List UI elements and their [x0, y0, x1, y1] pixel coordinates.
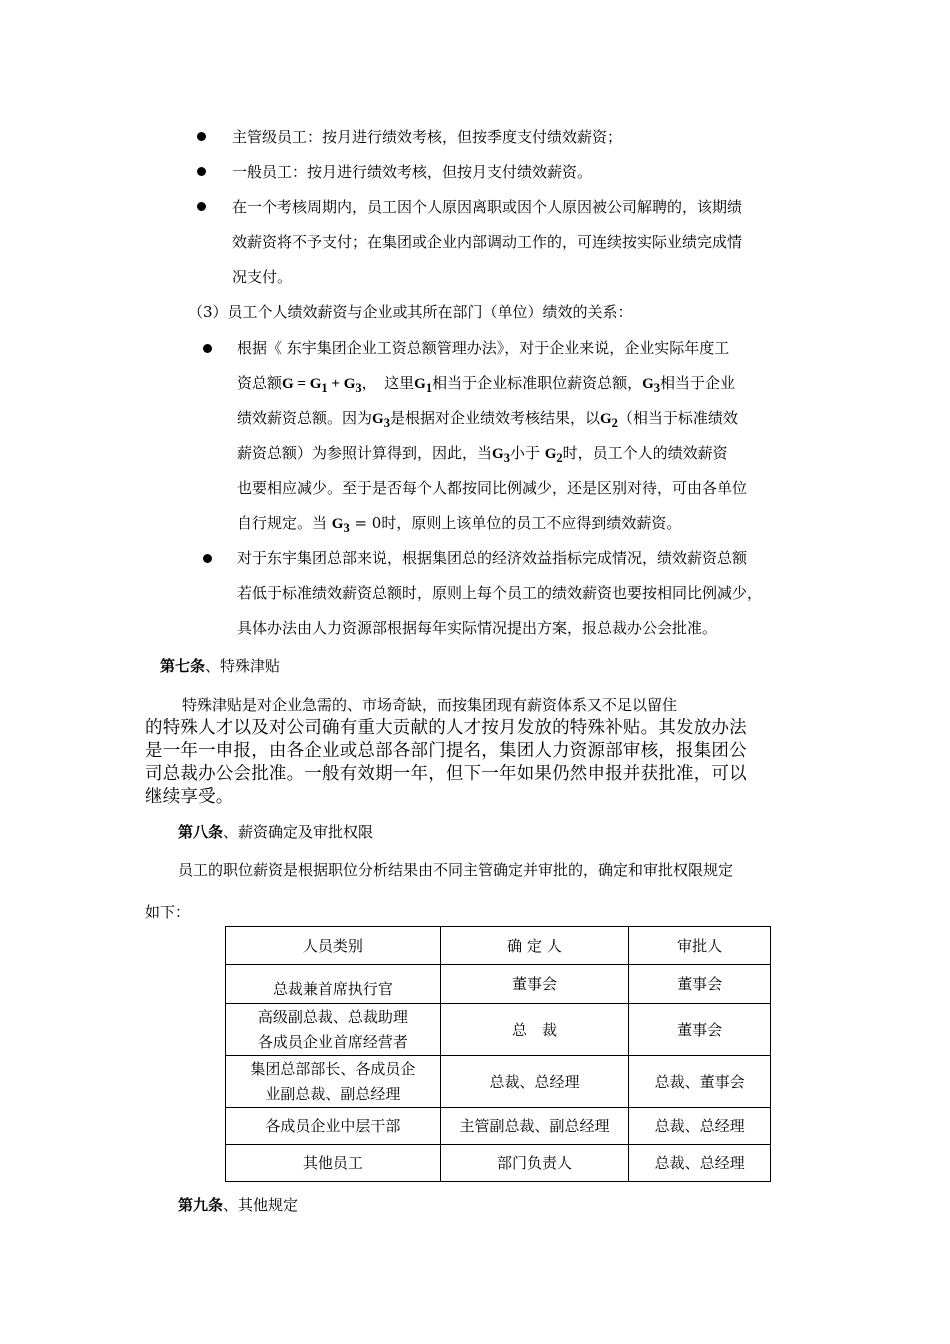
text-span: 绩效薪资总额。因为: [237, 409, 373, 427]
article9-heading: [178, 1195, 298, 1215]
text-span: 是根据对企业绩效考核结果，以: [389, 409, 600, 427]
bullet-text-resignation-line2: 效薪资将不予支付；在集团或企业内部调动工作的，可连续按实际业绩完成情: [232, 233, 743, 251]
formula-total: $G = G_1 + G_3$: [282, 376, 362, 395]
table-header-row: [226, 927, 771, 965]
cell-determiner: 部门负责人: [440, 1145, 628, 1182]
text-span: = 0: [349, 514, 382, 532]
header-determiner: 确 定 人: [440, 927, 628, 965]
cell-staff-category: 集团总部部长、各成员企 业副总裁、副总经理: [226, 1056, 441, 1108]
symbol-g3: $G_3$: [372, 411, 390, 430]
symbol-g3: $G_3$: [642, 376, 660, 395]
text-span: 时，原则上该单位的员工不应得到绩效薪资。: [381, 514, 682, 532]
symbol-g3: $G_3$: [492, 446, 510, 465]
text-span: 相当于企业: [660, 374, 736, 392]
article7-heading: [160, 656, 280, 676]
table-row: [226, 1056, 771, 1108]
formula-para-line3: [237, 408, 738, 433]
text-span: ， 这里: [361, 374, 415, 392]
article-number: 第八条: [178, 823, 224, 841]
header-approver: 审批人: [629, 927, 771, 965]
symbol-g2: $G_2$: [599, 411, 618, 430]
bullet-text-resignation-line1: 在一个考核周期内，员工因个人原因离职或因个人原因被公司解聘的，该期绩: [232, 198, 743, 216]
bullet-icon: [197, 132, 206, 141]
symbol-g2: $G_2$: [544, 446, 563, 465]
article-number: 第七条: [160, 657, 206, 675]
text-span: 薪资总额）为参照计算得到，因此，当: [237, 444, 493, 462]
table-row: [226, 1108, 771, 1145]
article7-body-line3: 是一年一申报，由各企业或总部各部门提名，集团人力资源部审核，报集团公: [145, 741, 747, 761]
cell-staff-category: 其他员工: [226, 1145, 441, 1182]
section3-heading: （3）员工个人绩效薪资与企业或其所在部门（单位）绩效的关系：: [188, 303, 633, 321]
formula-para-line1: 根据《 东宇集团企业工资总额管理办法》，对于企业来说，企业实际年度工: [237, 339, 730, 357]
article-title: 、薪资确定及审批权限: [223, 823, 374, 841]
cell-determiner: 董事会: [440, 965, 628, 1004]
table-row: [226, 965, 771, 1004]
cell-determiner: 总 裁: [440, 1004, 628, 1056]
cell-approver: 董事会: [629, 965, 771, 1004]
bullet-icon: [197, 167, 206, 176]
bullet-icon: [197, 202, 206, 211]
text-span: 资总额: [237, 374, 283, 392]
article-title: 、其他规定: [223, 1196, 299, 1214]
article8-body-line2: 如下：: [145, 903, 191, 921]
article-title: 、特殊津贴: [205, 657, 281, 675]
cell-determiner: 总裁、总经理: [440, 1056, 628, 1108]
article8-heading: [178, 822, 373, 842]
formula-para-line5: 也要相应减少。至于是否每个人都按同比例减少，还是区别对待，可由各单位: [237, 479, 748, 497]
article7-body-line2: 的特殊人才以及对公司确有重大贡献的人才按月发放的特殊补贴。其发放办法: [145, 718, 747, 738]
text-span: （相当于标准绩效: [617, 409, 738, 427]
article7-body-line5: 继续享受。: [145, 787, 234, 807]
text-span: 自行规定。当: [237, 514, 332, 532]
hq-para-line3: 具体办法由人力资源部根据每年实际情况提出方案，报总裁办公会批准。: [237, 619, 718, 637]
text-span: 相当于企业标准职位薪资总额，: [432, 374, 643, 392]
cell-staff-category: 总裁兼首席执行官: [226, 965, 441, 1004]
table-row: [226, 1145, 771, 1182]
bullet-text-resignation-line3: 况支付。: [232, 268, 293, 286]
bullet-text-general-staff: 一般员工：按月进行绩效考核，但按月支付绩效薪资。: [232, 163, 593, 181]
cell-approver: 董事会: [629, 1004, 771, 1056]
cell-approver: 总裁、总经理: [629, 1108, 771, 1145]
hq-para-line2: 若低于标准绩效薪资总额时，原则上每个员工的绩效薪资也要按相同比例减少，: [237, 584, 763, 602]
symbol-g1: $G_1$: [414, 376, 433, 395]
article-number: 第九条: [178, 1196, 224, 1214]
bullet-icon: [203, 344, 212, 353]
article7-body-line1: 特殊津贴是对企业急需的、市场奇缺，而按集团现有薪资体系又不足以留住: [182, 696, 678, 714]
hq-para-line1: 对于东宇集团总部来说，根据集团总的经济效益指标完成情况，绩效薪资总额: [237, 549, 748, 567]
cell-staff-category: 各成员企业中层干部: [226, 1108, 441, 1145]
cell-approver: 总裁、董事会: [629, 1056, 771, 1108]
table-row: [226, 1004, 771, 1056]
bullet-icon: [203, 554, 212, 563]
formula-para-line6: [237, 513, 681, 538]
header-staff-category: 人员类别: [226, 927, 441, 965]
cell-approver: 总裁、总经理: [629, 1145, 771, 1182]
text-span: 小于: [509, 444, 545, 462]
cell-staff-category: 高级副总裁、总裁助理 各成员企业首席经营者: [226, 1004, 441, 1056]
approval-authority-table: [225, 926, 771, 1182]
symbol-g3: $G_3$: [331, 516, 350, 535]
bullet-text-supervisor: 主管级员工：按月进行绩效考核，但按季度支付绩效薪资；: [232, 128, 623, 146]
formula-para-line4: [237, 443, 728, 468]
cell-determiner: 主管副总裁、副总经理: [440, 1108, 628, 1145]
text-span: 时，员工个人的绩效薪资: [562, 444, 728, 462]
article7-body-line4: 司总裁办公会批准。一般有效期一年，但下一年如果仍然申报并获批准，可以: [145, 764, 747, 784]
formula-para-line2: [237, 373, 735, 398]
article8-body-line1: 员工的职位薪资是根据职位分析结果由不同主管确定并审批的，确定和审批权限规定: [178, 861, 734, 879]
